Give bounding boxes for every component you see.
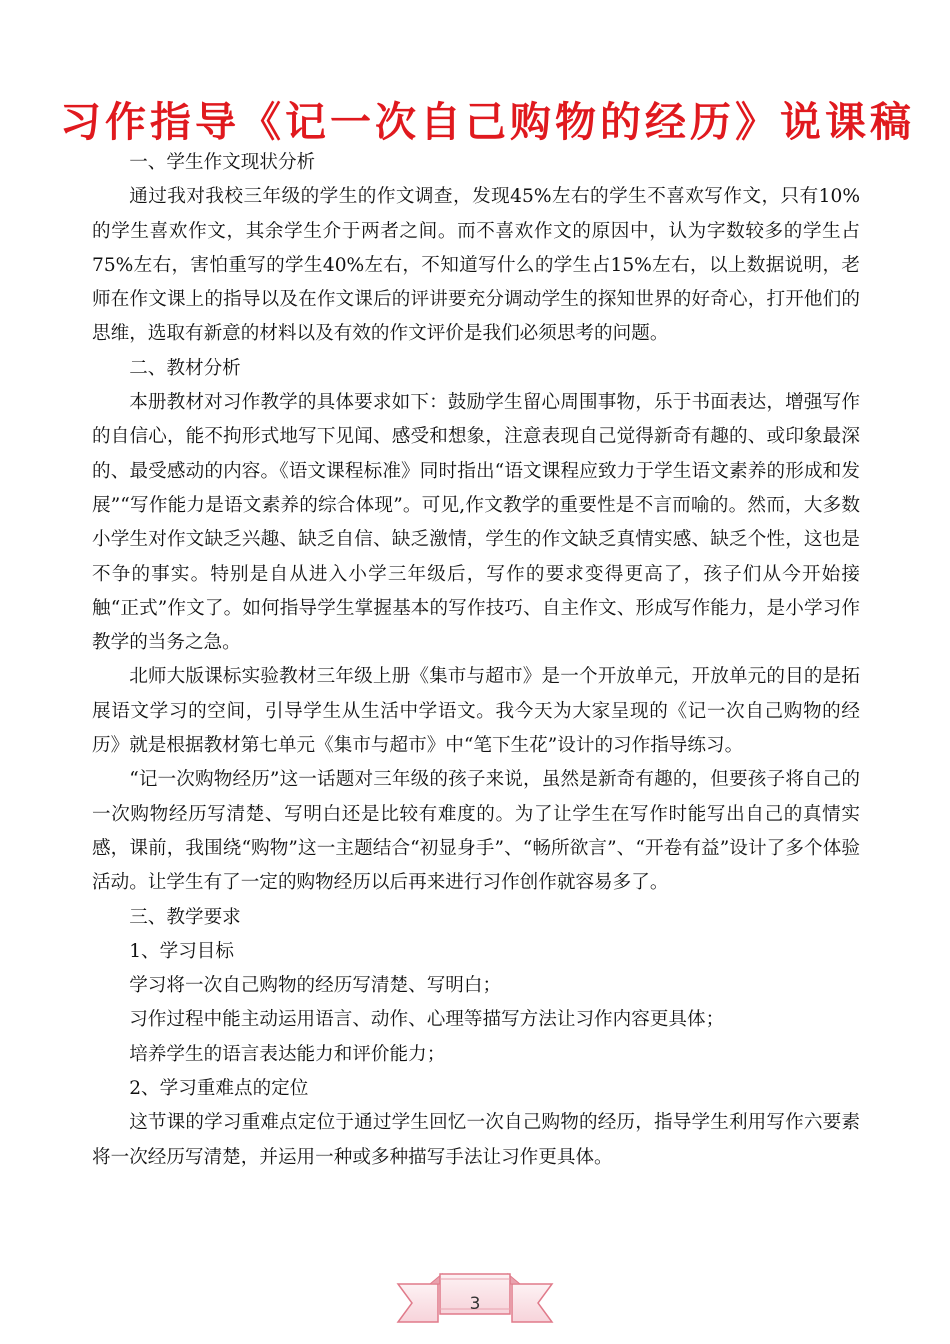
page-title: 习作指导《记一次自己购物的经历》说课稿 xyxy=(60,98,915,146)
page-footer xyxy=(0,1244,950,1344)
paragraph: “记一次购物经历”这一话题对三年级的孩子来说，虽然是新奇有趣的，但要孩子将自己的一次购物经历写清楚、写明白还是比较有难度的。为了让学生在写作时能写出自己的真情实感，课前，我围绕“购物”这一主题结合“初显身手”、“畅所欲言”、“开卷有益”设计了多个体验活动。让学生有了一定的购物经历以后再来进行习作创作就容易多了。 xyxy=(92,769,860,894)
sub-heading: 2、学习重难点的定位 xyxy=(129,1078,309,1100)
paragraph: 学习将一次自己购物的经历写清楚、写明白； xyxy=(129,975,502,997)
paragraph: 本册教材对习作教学的具体要求如下：鼓励学生留心周围事物，乐于书面表达，增强写作的自信心，能不拘形式地写下见闻、感受和想象，注意表现自己觉得新奇有趣的、或印象最深的、最受感动的内容。《语文课程标准》同时指出“语文课程应致力于学生语文素养的形成和发展”“写作能力是语文素养的综合体现”。可见,作文教学的重要性是不言而喻的。然而，大多数小学生对作文缺乏兴趣、缺乏自信、缺乏激情，学生的作文缺乏真情实感、缺乏个性，这也是不争的事实。特别是自从进入小学三年级后，写作的要求变得更高了，孩子们从今开始接触“正式”作文了。如何指导学生掌握基本的写作技巧、自主作文、形成写作能力，是小学习作教学的当务之急。 xyxy=(92,392,860,654)
section-heading: 二、教材分析 xyxy=(129,357,241,379)
paragraph: 通过我对我校三年级的学生的作文调查，发现45%左右的学生不喜欢写作文，只有10%的学生喜欢作文，其余学生介于两者之间。而不喜欢作文的原因中，认为字数较多的学生占75%左右，害怕重写的学生40%左右，不知道写什么的学生占15%左右，以上数据说明，老师在作文课上的指导以及在作文课后的评讲要充分调动学生的探知世界的好奇心，打开他们的思维，选取有新意的材料以及有效的作文评价是我们必须思考的问题。 xyxy=(92,186,860,345)
paragraph: 习作过程中能主动运用语言、动作、心理等描写方法让习作内容更具体； xyxy=(129,1009,725,1031)
sub-heading: 1、学习目标 xyxy=(129,940,234,962)
page-number: 3 xyxy=(469,1294,481,1314)
document-body xyxy=(92,146,860,1175)
paragraph: 这节课的学习重难点定位于通过学生回忆一次自己购物的经历，指导学生利用写作六要素将一次经历写清楚，并运用一种或多种描写手法让习作更具体。 xyxy=(92,1112,860,1168)
section-heading: 三、教学要求 xyxy=(129,906,241,928)
section-heading: 一、学生作文现状分析 xyxy=(129,152,316,173)
paragraph: 培养学生的语言表达能力和评价能力； xyxy=(129,1043,446,1065)
paragraph: 北师大版课标实验教材三年级上册《集市与超市》是一个开放单元，开放单元的目的是拓展语文学习的空间，引导学生从生活中学语文。我今天为大家呈现的《记一次自己购物的经历》就是根据教材第七单元《集市与超市》中“笔下生花”设计的习作指导练习。 xyxy=(92,666,860,757)
